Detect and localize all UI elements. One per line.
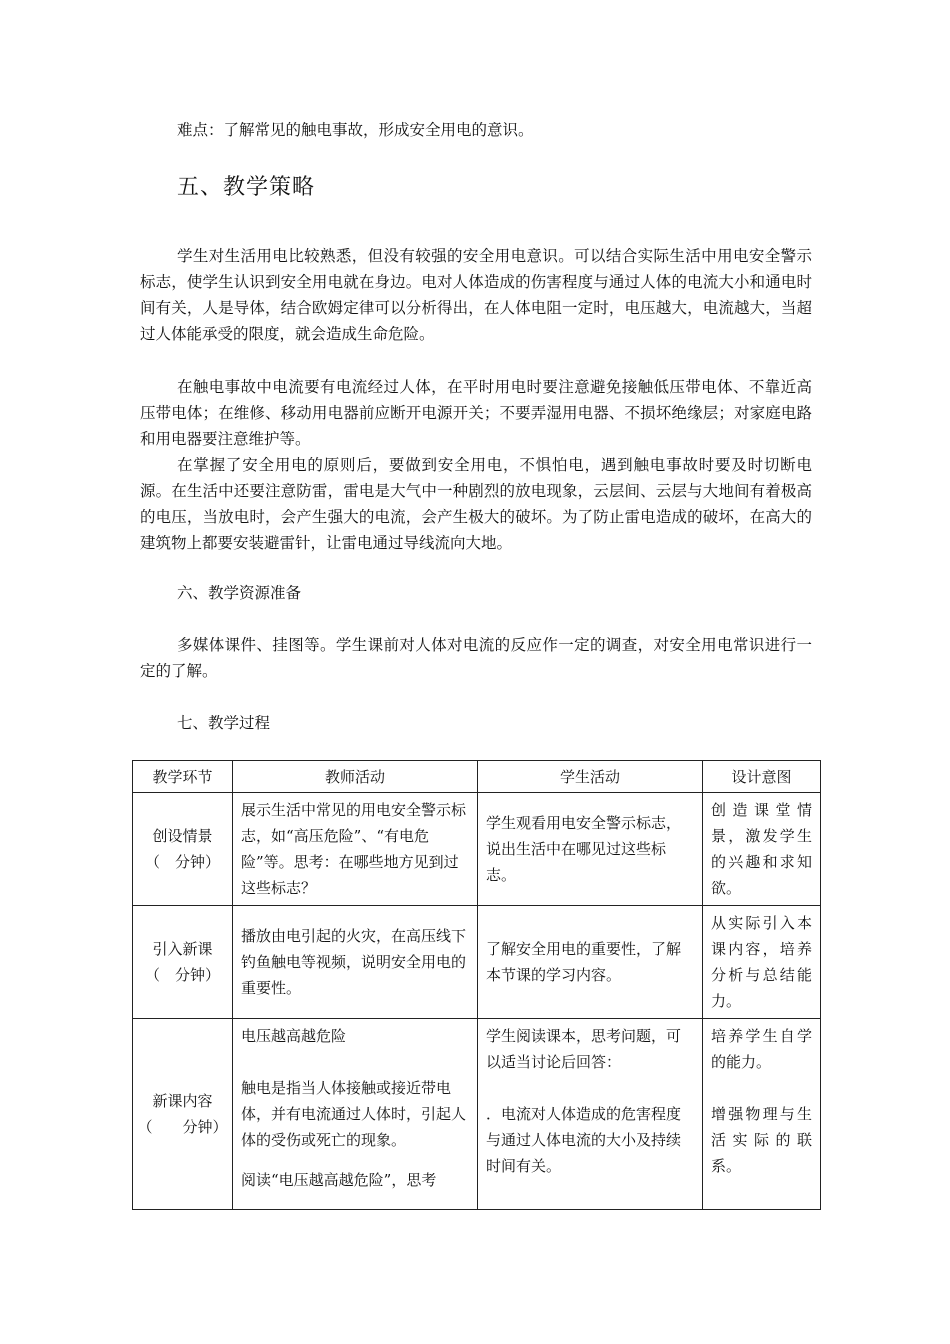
table-row — [133, 906, 821, 1019]
stage-name: 创设情景 — [152, 827, 213, 845]
teacher-tail: 阅读“电压越高越危险”，思考 — [241, 1171, 437, 1189]
design-intent-1: 培养学生自学的能力。 — [711, 1027, 812, 1071]
teacher-activity-cell — [233, 1019, 478, 1210]
header-teacher-activity: 教师活动 — [233, 761, 478, 793]
design-intent-2: 增强物理与生活实际的联系。 — [711, 1105, 812, 1175]
section-5-paragraph-1: 学生对生活用电比较熟悉，但没有较强的安全用电意识。可以结合实际生活中用电安全警示标志，使学生认识到安全用电就在身边。电对人体造成的伤害程度与通过人体的电流大小和通电时间有关，人是导体，结合欧姆定律可以分析得出，在人体电阻一定时，电压越大，电流越大，当超过人体能承受的限度，就会造成生命危险。 — [140, 247, 812, 343]
section-5-paragraph-2: 在触电事故中电流要有电流经过人体，在平时用电时要注意避免接触低压带电体、不靠近高压带电体；在维修、移动用电器前应断开电源开关；不要弄湿用电器、不损坏绝缘层；对家庭电路和用电器要注意维护等。 — [140, 378, 812, 448]
section-7-title: 七、教学过程 — [177, 714, 271, 732]
stage-cell — [133, 1019, 233, 1210]
stage-cell — [133, 793, 233, 906]
header-design-intent: 设计意图 — [703, 761, 821, 793]
section-5-paragraph-3: 在掌握了安全用电的原则后，要做到安全用电，不惧怕电，遇到触电事故时要及时切断电源。在生活中还要注意防雷，雷电是大气中一种剧烈的放电现象，云层间、云层与大地间有着极高的电压，当放电时，会产生强大的电流，会产生极大的破坏。为了防止雷电造成的破坏，在高大的建筑物上都要安装避雷针，让雷电通过导线流向大地。 — [140, 456, 812, 552]
difficulty-line: 难点：了解常见的触电事故，形成安全用电的意识。 — [177, 121, 534, 139]
table-row — [133, 793, 821, 906]
teacher-paragraph: 触电是指当人体接触或接近带电体，并有电流通过人体时，引起人体的受伤或死亡的现象。 — [241, 1079, 467, 1149]
header-student-activity: 学生活动 — [478, 761, 703, 793]
student-activity-cell — [478, 1019, 703, 1210]
header-stage: 教学环节 — [133, 761, 233, 793]
design-intent-cell: 创造课堂情景，激发学生的兴趣和求知欲。 — [703, 793, 821, 906]
student-intro: 学生阅读课本，思考问题，可以适当讨论后回答： — [486, 1027, 682, 1071]
table-row — [133, 1019, 821, 1210]
stage-minutes: （ 分钟） — [144, 966, 220, 984]
stage-cell — [133, 906, 233, 1019]
table-header-row — [133, 761, 821, 793]
stage-name: 新课内容 — [152, 1092, 213, 1110]
teacher-heading: 电压越高越危险 — [241, 1027, 347, 1045]
stage-minutes: （ 分钟） — [144, 853, 220, 871]
design-intent-cell: 从实际引入本课内容，培养分析与总结能力。 — [703, 906, 821, 1019]
teaching-process-table — [132, 760, 821, 1210]
teacher-activity-cell: 播放由电引起的火灾，在高压线下钓鱼触电等视频，说明安全用电的重要性。 — [233, 906, 478, 1019]
stage-minutes: （ 分钟） — [137, 1118, 228, 1136]
student-activity-cell: 了解安全用电的重要性，了解本节课的学习内容。 — [478, 906, 703, 1019]
section-6-title: 六、教学资源准备 — [177, 584, 302, 602]
stage-name: 引入新课 — [152, 940, 213, 958]
student-point: ．电流对人体造成的危害程度与通过人体电流的大小及持续时间有关。 — [486, 1105, 682, 1175]
section-6-paragraph: 多媒体课件、挂图等。学生课前对人体对电流的反应作一定的调查，对安全用电常识进行一定的了解。 — [140, 636, 812, 680]
student-activity-cell: 学生观看用电安全警示标志，说出生活中在哪见过这些标志。 — [478, 793, 703, 906]
design-intent-cell — [703, 1019, 821, 1210]
teacher-activity-cell: 展示生活中常见的用电安全警示标志，如“高压危险”、“有电危险”等。思考：在哪些地方见到过这些标志？ — [233, 793, 478, 906]
section-5-title: 五、教学策略 — [177, 175, 316, 200]
